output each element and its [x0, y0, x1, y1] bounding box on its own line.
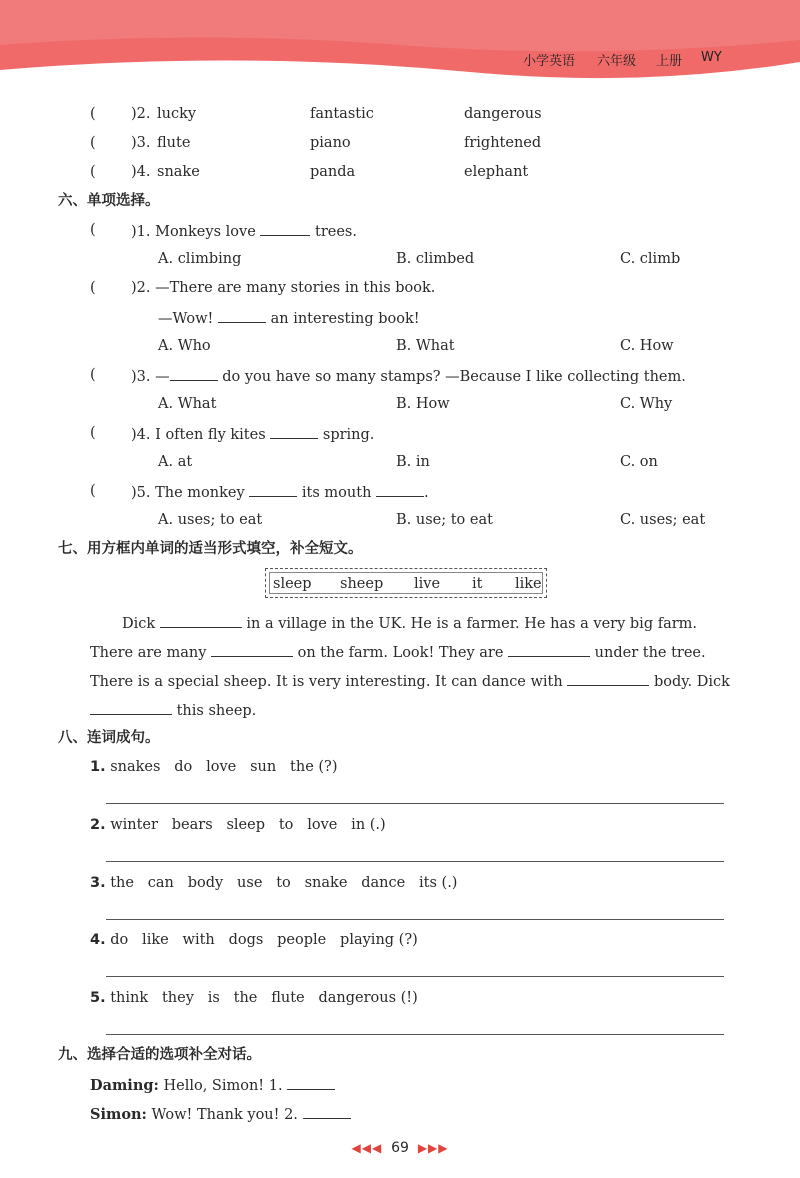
item-number: 3. — [90, 875, 106, 891]
passage-line-2 — [90, 642, 706, 662]
scrambled-words: winter bears sleep to love in (.) — [110, 817, 386, 833]
answer-paren: ( — [90, 164, 96, 180]
option-a: A. What — [158, 396, 217, 412]
word-b: piano — [310, 135, 351, 151]
page-footer — [0, 1140, 800, 1156]
passage-line-3 — [90, 671, 730, 691]
option-a: A. uses; to eat — [158, 512, 263, 528]
option-b: B. What — [396, 338, 455, 354]
option-a: A. climbing — [158, 251, 242, 267]
q-text: —There are many stories in this book. — [155, 280, 436, 296]
item-number: )2. — [131, 106, 151, 122]
question-5 — [131, 482, 429, 502]
passage-line-1 — [122, 613, 697, 633]
word-option: it — [472, 576, 483, 592]
answer-blank[interactable] — [567, 671, 649, 686]
answer-paren: ( — [90, 425, 96, 441]
q-number: )5. — [131, 485, 151, 501]
q-text: . — [424, 485, 429, 501]
passage-text: this sheep. — [176, 703, 257, 719]
page-header — [0, 0, 800, 82]
q-text: spring. — [322, 427, 375, 443]
passage-text: on the farm. Look! They are — [297, 645, 504, 661]
word-option: sleep — [273, 576, 312, 592]
answer-blank[interactable] — [270, 424, 318, 439]
option-b: B. in — [396, 454, 430, 470]
answer-paren: ( — [90, 367, 96, 383]
dialogue-line-2 — [90, 1104, 351, 1124]
answer-paren: ( — [90, 135, 96, 151]
question-4 — [131, 424, 374, 444]
answer-blank[interactable] — [508, 642, 590, 657]
left-arrows-icon: ◀◀◀ — [351, 1141, 383, 1155]
q-text: its mouth — [301, 485, 372, 501]
scramble-item — [90, 758, 337, 776]
item-number: )4. — [131, 164, 151, 180]
scramble-item — [90, 816, 386, 834]
option-b: B. climbed — [396, 251, 475, 267]
answer-line[interactable] — [106, 919, 724, 920]
q-number: )4. — [131, 427, 151, 443]
q-text: I often fly kites — [155, 427, 266, 443]
item-number: 1. — [90, 759, 106, 775]
answer-blank[interactable] — [218, 308, 266, 323]
q-text: —Wow! — [158, 311, 214, 327]
passage-text: There is a special sheep. It is very interesting. It can dance with — [90, 674, 563, 690]
header-grade: 六年级 — [597, 54, 637, 69]
passage-text: Dick — [122, 616, 156, 632]
item-number: 2. — [90, 817, 106, 833]
option-a: A. at — [158, 454, 193, 470]
word-c: dangerous — [464, 106, 542, 122]
word-option: live — [414, 576, 441, 592]
q-text: Monkeys love — [155, 224, 256, 240]
question-2 — [131, 279, 435, 297]
q-text: do you have so many stamps? —Because I like collecting them. — [222, 369, 686, 385]
answer-line[interactable] — [106, 976, 724, 977]
word-c: elephant — [464, 164, 529, 180]
answer-blank[interactable] — [160, 613, 242, 628]
option-a: A. Who — [158, 338, 211, 354]
passage-text: in a village in the UK. He is a farmer. He has a very big farm. — [246, 616, 698, 632]
header-volume: 上册 — [656, 54, 683, 69]
right-arrows-icon: ▶▶▶ — [417, 1141, 449, 1155]
word-option: sheep — [340, 576, 384, 592]
passage-text: There are many — [90, 645, 207, 661]
q-number: )1. — [131, 224, 151, 240]
question-3 — [131, 366, 686, 386]
answer-paren: ( — [90, 222, 96, 238]
word-a: snake — [157, 164, 200, 180]
word-a: flute — [157, 135, 191, 151]
dialogue-line-1 — [90, 1075, 335, 1095]
word-b: fantastic — [310, 106, 374, 122]
passage-text: body. Dick — [653, 674, 730, 690]
section-6-title: 六、单项选择。 — [58, 193, 160, 209]
word-a: lucky — [157, 106, 197, 122]
q-text: The monkey — [155, 485, 245, 501]
scrambled-words: the can body use to snake dance its (.) — [110, 875, 458, 891]
scrambled-words: snakes do love sun the (?) — [110, 759, 338, 775]
item-number: )3. — [131, 135, 151, 151]
option-c: C. on — [620, 454, 658, 470]
q-text: an interesting book! — [270, 311, 420, 327]
speaker-name: Simon: — [90, 1106, 147, 1123]
answer-blank[interactable] — [376, 482, 424, 497]
answer-blank[interactable] — [249, 482, 297, 497]
passage-line-4 — [90, 700, 256, 720]
section-8-title: 八、连词成句。 — [58, 730, 160, 746]
answer-paren: ( — [90, 280, 96, 296]
dialogue-text: Wow! Thank you! 2. — [151, 1107, 298, 1123]
answer-blank[interactable] — [260, 221, 310, 236]
answer-blank[interactable] — [211, 642, 293, 657]
item-number: 5. — [90, 990, 106, 1006]
section-9-title: 九、选择合适的选项补全对话。 — [58, 1047, 261, 1063]
q-text: trees. — [315, 224, 357, 240]
option-c: C. uses; eat — [620, 512, 706, 528]
answer-paren: ( — [90, 483, 96, 499]
option-b: B. How — [396, 396, 450, 412]
question-2-line2 — [158, 308, 420, 328]
q-text: — — [155, 369, 170, 385]
answer-blank[interactable] — [170, 366, 218, 381]
scrambled-words: do like with dogs people playing (?) — [110, 932, 418, 948]
answer-blank[interactable] — [90, 700, 172, 715]
page-number: 69 — [391, 1140, 409, 1156]
option-c: C. Why — [620, 396, 673, 412]
answer-blank[interactable] — [303, 1104, 351, 1119]
word-box — [265, 568, 547, 598]
dialogue-text: Hello, Simon! 1. — [163, 1078, 283, 1094]
question-1 — [131, 221, 357, 241]
section-7-title: 七、用方框内单词的适当形式填空，补全短文。 — [58, 541, 363, 557]
answer-paren: ( — [90, 106, 96, 122]
passage-text: under the tree. — [594, 645, 706, 661]
header-edition: WY — [701, 50, 722, 65]
answer-line[interactable] — [106, 803, 724, 804]
speaker-name: Daming: — [90, 1077, 159, 1094]
q-number: )2. — [131, 280, 151, 296]
word-c: frightened — [464, 135, 542, 151]
header-band — [0, 0, 800, 82]
option-c: C. How — [620, 338, 674, 354]
q-number: )3. — [131, 369, 151, 385]
option-c: C. climb — [620, 251, 681, 267]
answer-line[interactable] — [106, 1034, 724, 1035]
scramble-item — [90, 931, 418, 949]
item-number: 4. — [90, 932, 106, 948]
word-b: panda — [310, 164, 356, 180]
option-b: B. use; to eat — [396, 512, 493, 528]
header-subject: 小学英语 — [523, 54, 576, 69]
scramble-item — [90, 989, 418, 1007]
scrambled-words: think they is the flute dangerous (!) — [110, 990, 418, 1006]
answer-line[interactable] — [106, 861, 724, 862]
scramble-item — [90, 874, 457, 892]
answer-blank[interactable] — [287, 1075, 335, 1090]
word-option: like — [515, 576, 542, 592]
